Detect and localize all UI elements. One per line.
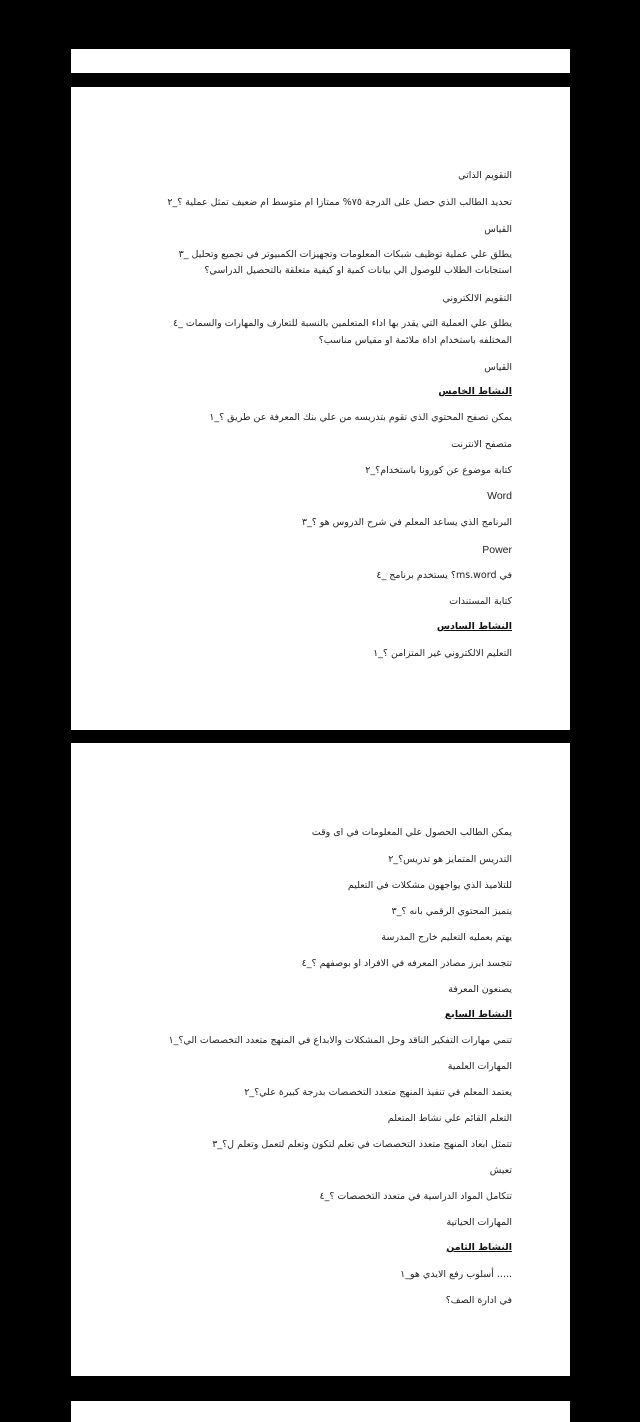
question-line: تتمثل ابعاد المنهج متعدد التخصصات في تعلم لتكون وتعلم لتعمل وتعلم ل؟_٣ <box>212 1139 512 1150</box>
section-heading: النشاط السابع <box>444 1009 512 1020</box>
question-line: المختلفه باستخدام اداة ملائمة او مقياس مناسب؟ <box>318 335 512 346</box>
answer-line: متصفح الانترنت <box>451 439 512 450</box>
question-line: التدريس المتمايز هو تدريس؟_٢ <box>388 854 512 865</box>
question-line: في ms.word؟ يستخدم برنامج _٤ <box>376 570 512 581</box>
question-line: يطلق علي عملية توظيف شبكات المعلومات وتجهيزات الكمبيوتر في تجميع وتحليل _٣ <box>178 249 512 260</box>
question-line: كتابة موضوع عن كورونا باستخدام؟_٢ <box>365 465 512 476</box>
document-page-2 <box>71 743 570 1376</box>
question-line: يمكن تصفح المحتوي الذي تقوم بتدريسه من علي بنك المعرفة عن طريق ؟_١ <box>209 412 512 423</box>
question-line: في ادارة الصف؟ <box>445 1295 512 1306</box>
section-heading: النشاط السادس <box>436 621 512 632</box>
answer-line: يهتم بعمليه التعليم خارج المدرسة <box>381 932 512 943</box>
answer-line: التقويم الالكتروني <box>442 293 512 304</box>
question-line: تتجسد ابرز مصادر المعرفه في الافراد او بوصفهم ؟_٤ <box>301 958 512 969</box>
question-line: تتكامل المواد الدراسية في متعدد التخصصات ؟_٤ <box>319 1191 512 1202</box>
page-strip-bottom <box>71 1401 570 1422</box>
question-line: يعتمد المعلم في تنفيذ المنهج متعدد التخصصات بدرجة كبيرة علي؟_٢ <box>244 1087 512 1098</box>
page-strip-top <box>71 49 570 73</box>
question-line: يتميز المحتوي الرقمي بانه ؟_٣ <box>391 906 512 917</box>
answer-line: المهارات الحياتية <box>446 1217 512 1228</box>
question-line: تحديد الطالب الذي حصل على الدرجة ٧٥% ممتازا ام متوسط ام ضعيف تمثل عملية ؟_٢ <box>167 197 512 208</box>
answer-line: Word <box>487 490 512 502</box>
answer-line: كتابة المستندات <box>449 596 512 607</box>
answer-line: للتلاميذ الذي يواجهون مشكلات في التعليم <box>347 880 512 891</box>
answer-line: القياس <box>484 224 512 235</box>
question-line: استجابات الطلاب للوصول الي بيانات كمية او كيفية متعلقة بالتحصيل الدراسي؟ <box>204 265 512 276</box>
question-line: التعليم الالكتروني غير المتزامن ؟_١ <box>373 648 512 659</box>
answer-line: تعيش <box>489 1165 512 1176</box>
question-line: تنمي مهارات التفكير الناقد وحل المشكلات والابداع في المنهج متعدد التخصصات الي؟_١ <box>168 1035 512 1046</box>
answer-line: Power <box>482 544 512 556</box>
answer-line: يمكن الطالب الحصول علي المعلومات في اى وقت <box>311 827 512 838</box>
question-line: يطلق علي العملية التي يقدر بها اداء المتعلمين بالنسبة للتعارف والمهارات والسمات _٤ <box>172 318 512 329</box>
answer-line: يصنعون المعرفة <box>448 984 512 995</box>
answer-line: القياس <box>484 362 512 373</box>
question-line: ..... أسلوب رفع الايدي هو_١ <box>400 1269 512 1280</box>
answer-line: المهارات العلمية <box>447 1061 512 1072</box>
answer-line: التعلم القائم علي نشاط المتعلم <box>387 1113 512 1124</box>
section-heading: النشاط الثامن <box>446 1242 512 1253</box>
question-line: البرنامج الذي يساعد المعلم في شرح الدروس هو ؟_٣ <box>301 517 512 528</box>
text-line: التقويم الذاتي <box>458 170 512 181</box>
document-page-1 <box>71 87 570 730</box>
section-heading: النشاط الخامس <box>438 386 512 397</box>
